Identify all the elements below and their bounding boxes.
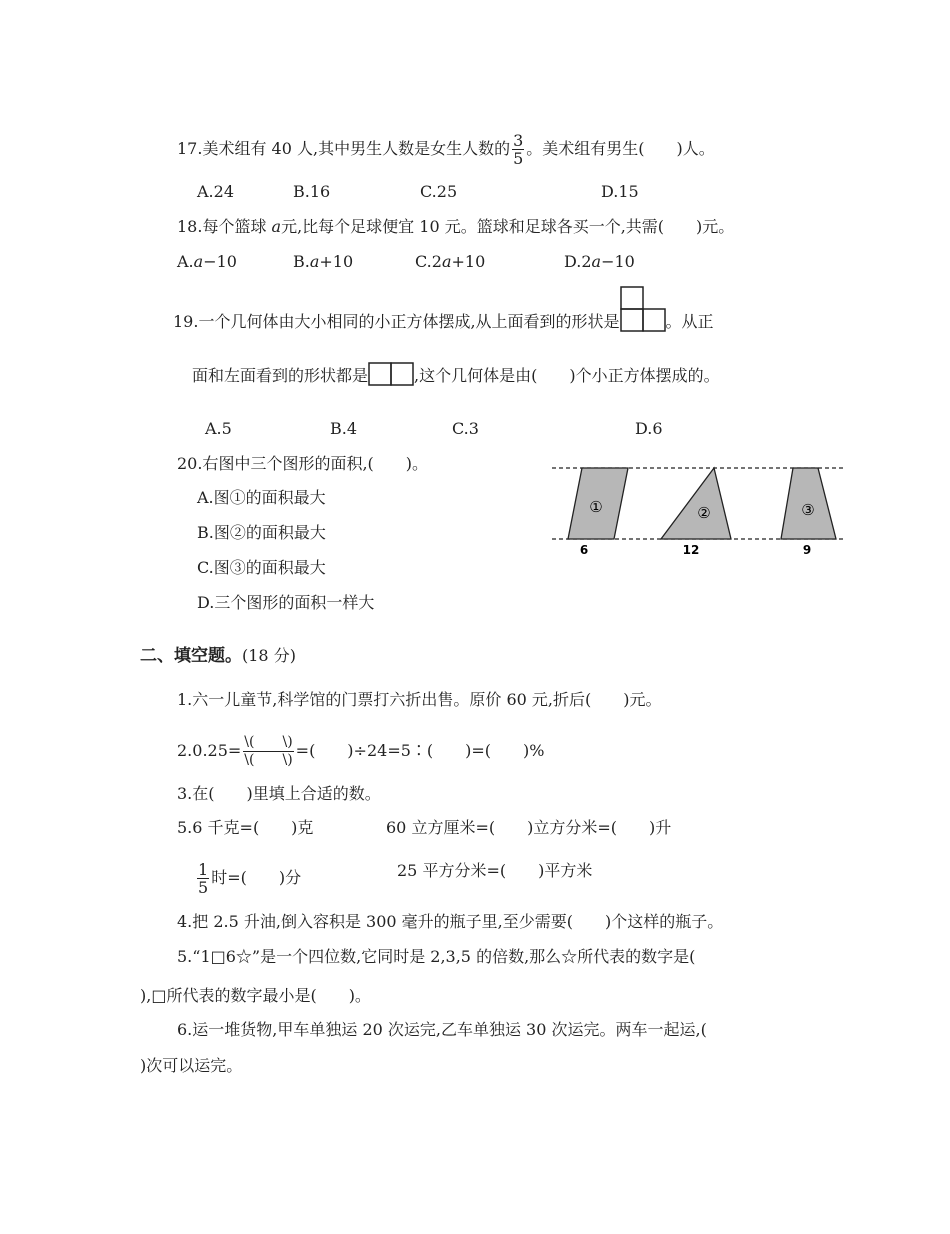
fill-3-item-c: [195, 861, 301, 896]
q18-opt-b-pre: B.: [293, 252, 310, 271]
fill-5-line1: 5.“1□6☆”是一个四位数,它同时是 2,3,5 的倍数,那么☆所代表的数字是(: [177, 947, 696, 966]
q20-option-d[interactable]: D.三个图形的面积一样大: [197, 593, 375, 612]
fill-3-frac-num: 1: [198, 860, 209, 879]
q17-option-d[interactable]: D.15: [601, 182, 639, 201]
q18-opt-d-pre: D.2: [564, 252, 592, 271]
base-label-3: 9: [802, 543, 812, 557]
q20-option-b[interactable]: B.图②的面积最大: [197, 523, 326, 542]
q17-text-b: 。美术组有男生( )人。: [526, 139, 715, 158]
q18-option-c[interactable]: [415, 252, 485, 272]
q18-option-a[interactable]: [177, 252, 237, 272]
section-2-title: 二、填空题。: [140, 646, 242, 666]
q18-option-b[interactable]: [293, 252, 353, 272]
q18-opt-d-post: −10: [601, 252, 635, 271]
q18-stem: [177, 217, 734, 237]
front-view-figure: [368, 362, 414, 391]
q18-opt-b-var: a: [309, 252, 320, 271]
fill-2-frac-num: \( \): [244, 734, 293, 750]
q19-option-b[interactable]: B.4: [330, 419, 358, 438]
q18-opt-b-post: +10: [319, 252, 354, 271]
fill-1: 1.六一儿童节,科学馆的门票打六折出售。原价 60 元,折后( )元。: [177, 690, 662, 709]
section-2-points: (18 分): [242, 646, 296, 665]
fill-2-fraction: [243, 734, 293, 769]
q19-option-a[interactable]: A.5: [205, 419, 232, 438]
fill-3-item-a: 5.6 千克=( )克: [177, 818, 314, 837]
q20-stem: 20.右图中三个图形的面积,( )。: [177, 454, 429, 473]
top-view-svg: [620, 286, 666, 332]
fill-6-line2: )次可以运完。: [140, 1056, 243, 1075]
fill-6-line1: 6.运一堆货物,甲车单独运 20 次运完,乙车单独运 30 次运完。两车一起运,(: [177, 1020, 707, 1039]
q19-line2-a: 面和左面看到的形状都是: [192, 366, 369, 385]
q19-text-a: 19.一个几何体由大小相同的小正方体摆成,从上面看到的形状是: [173, 312, 620, 331]
q18-var: a: [271, 217, 282, 236]
q17-option-c[interactable]: C.25: [420, 182, 458, 201]
fill-3: 3.在( )里填上合适的数。: [177, 784, 381, 803]
fill-3-item-d: 25 平方分米=( )平方米: [397, 861, 593, 880]
fill-3-item-b: 60 立方厘米=( )立方分米=( )升: [386, 818, 672, 837]
q17-text-a: 17.美术组有 40 人,其中男生人数是女生人数的: [177, 139, 511, 158]
q18-opt-c-post: +10: [451, 252, 486, 271]
fill-2-suffix: =( )÷24=5∶( )=( )%: [295, 741, 545, 760]
q18-text-b: 元,比每个足球便宜 10 元。篮球和足球各买一个,共需( )元。: [281, 217, 735, 236]
q19-option-c[interactable]: C.3: [452, 419, 479, 438]
q19-stem-line2: [192, 362, 720, 391]
q17-option-b[interactable]: B.16: [293, 182, 331, 201]
q17-frac-num: 3: [513, 131, 524, 150]
shape-2-label: ②: [697, 504, 711, 522]
q20-option-a[interactable]: A.图①的面积最大: [197, 488, 326, 507]
section-2-heading: [140, 641, 296, 666]
fill-3-item-c-text: 时=( )分: [211, 868, 302, 887]
fill-2: [177, 734, 544, 769]
q18-text-a: 18.每个篮球: [177, 217, 272, 236]
base-label-1: 6: [579, 543, 589, 557]
q17-frac-den: 5: [513, 149, 524, 168]
q18-option-d[interactable]: [564, 252, 635, 272]
shape-1-label: ①: [589, 498, 603, 516]
q18-opt-c-pre: C.2: [415, 252, 442, 271]
q17-fraction: [512, 132, 524, 167]
q19-line2-b: ,这个几何体是由( )个小正方体摆成的。: [414, 366, 720, 385]
fill-2-prefix: 2.0.25=: [177, 741, 242, 760]
q19-option-d[interactable]: D.6: [635, 419, 663, 438]
fill-4: 4.把 2.5 升油,倒入容积是 300 毫升的瓶子里,至少需要( )个这样的瓶子。: [177, 912, 724, 931]
shape-2-triangle: [661, 468, 731, 539]
fill-5-line2: ),□所代表的数字最小是( )。: [140, 986, 371, 1005]
q18-opt-c-var: a: [441, 252, 452, 271]
base-label-2: 12: [682, 543, 700, 557]
fill-3-frac-den: 5: [198, 878, 209, 897]
q19-stem-line1: [173, 312, 714, 332]
fill-3-fraction: [197, 861, 209, 896]
q18-opt-d-var: a: [591, 252, 602, 271]
q17-option-a[interactable]: A.24: [197, 182, 234, 201]
q20-figure: [550, 462, 850, 562]
q18-opt-a-post: −10: [203, 252, 237, 271]
top-view-figure: [620, 312, 666, 332]
q19-text-b: 。从正: [665, 312, 714, 331]
q17-stem: [177, 132, 715, 167]
q18-opt-a-pre: A.: [177, 252, 194, 271]
q18-opt-a-var: a: [193, 252, 204, 271]
fill-2-frac-den: \( \): [244, 752, 293, 768]
front-view-svg: [368, 362, 414, 386]
q20-option-c[interactable]: C.图③的面积最大: [197, 558, 326, 577]
shape-3-label: ③: [801, 501, 815, 519]
